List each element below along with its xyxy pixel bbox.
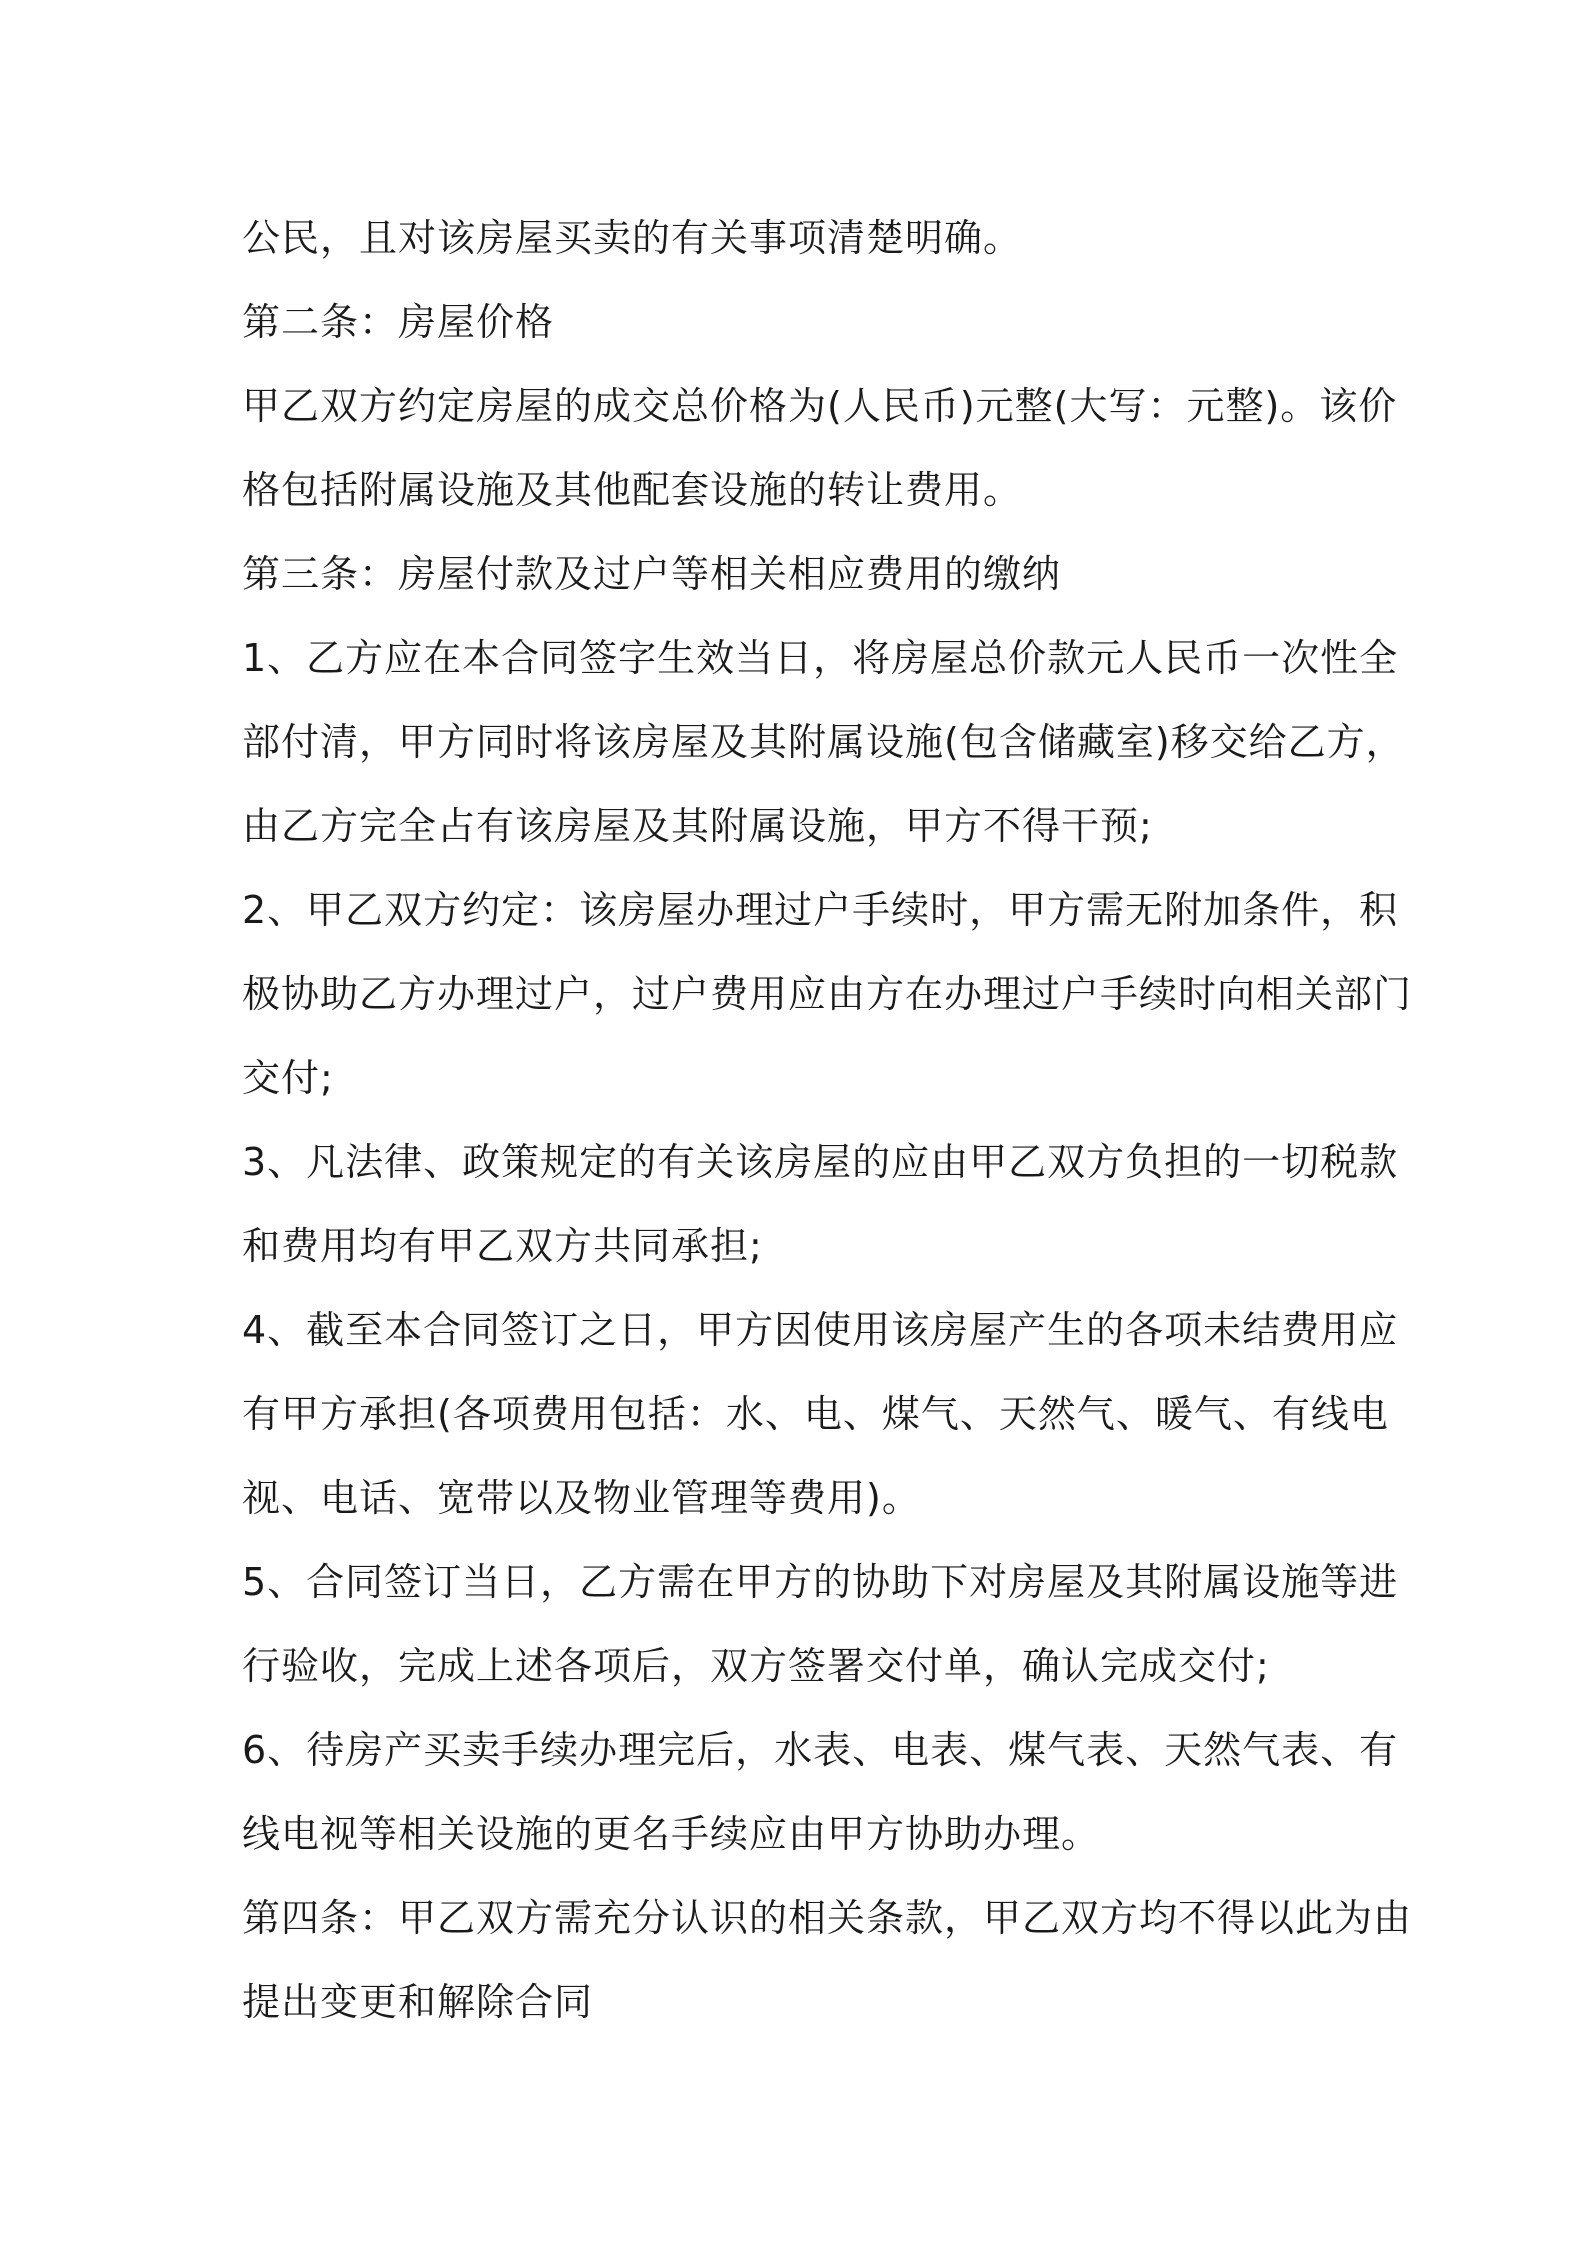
text-line: 3、凡法律、政策规定的有关该房屋的应由甲乙双方负担的一切税款 bbox=[242, 1140, 1399, 1184]
text-line: 由乙方完全占有该房屋及其附属设施，甲方不得干预; bbox=[242, 804, 1153, 848]
text-line: 2、甲乙双方约定：该房屋办理过户手续时，甲方需无附加条件，积 bbox=[242, 888, 1399, 932]
text-line: 格包括附属设施及其他配套设施的转让费用。 bbox=[242, 468, 1023, 512]
text-line: 和费用均有甲乙双方共同承担; bbox=[242, 1224, 763, 1268]
section-heading: 第三条：房屋付款及过户等相关相应费用的缴纳 bbox=[242, 552, 1062, 596]
text-line: 6、待房产买卖手续办理完后，水表、电表、煤气表、天然气表、有 bbox=[242, 1728, 1399, 1772]
text-line: 1、乙方应在本合同签字生效当日，将房屋总价款元人民币一次性全 bbox=[242, 636, 1399, 680]
text-line: 提出变更和解除合同 bbox=[242, 1980, 594, 2024]
text-line: 有甲方承担(各项费用包括：水、电、煤气、天然气、暖气、有线电 bbox=[242, 1392, 1389, 1436]
text-line: 公民，且对该房屋买卖的有关事项清楚明确。 bbox=[242, 216, 1023, 260]
text-line: 极协助乙方办理过户，过户费用应由方在办理过户手续时向相关部门 bbox=[242, 972, 1413, 1016]
section-heading: 第二条：房屋价格 bbox=[242, 300, 555, 344]
text-line: 甲乙双方约定房屋的成交总价格为(人民币)元整(大写：元整)。该价 bbox=[242, 384, 1398, 428]
text-line: 视、电话、宽带以及物业管理等费用)。 bbox=[242, 1476, 921, 1520]
text-line: 交付; bbox=[242, 1056, 334, 1100]
text-line: 行验收，完成上述各项后，双方签署交付单，确认完成交付; bbox=[242, 1644, 1270, 1688]
text-line: 4、截至本合同签订之日，甲方因使用该房屋产生的各项未结费用应 bbox=[242, 1308, 1399, 1352]
section-heading: 第四条：甲乙双方需充分认识的相关条款，甲乙双方均不得以此为由 bbox=[242, 1896, 1413, 1940]
text-line: 部付清，甲方同时将该房屋及其附属设施(包含储藏室)移交给乙方， bbox=[242, 720, 1405, 764]
text-line: 5、合同签订当日，乙方需在甲方的协助下对房屋及其附属设施等进 bbox=[242, 1560, 1399, 1604]
text-line: 线电视等相关设施的更名手续应由甲方协助办理。 bbox=[242, 1812, 1101, 1856]
document-body bbox=[242, 196, 1413, 2044]
